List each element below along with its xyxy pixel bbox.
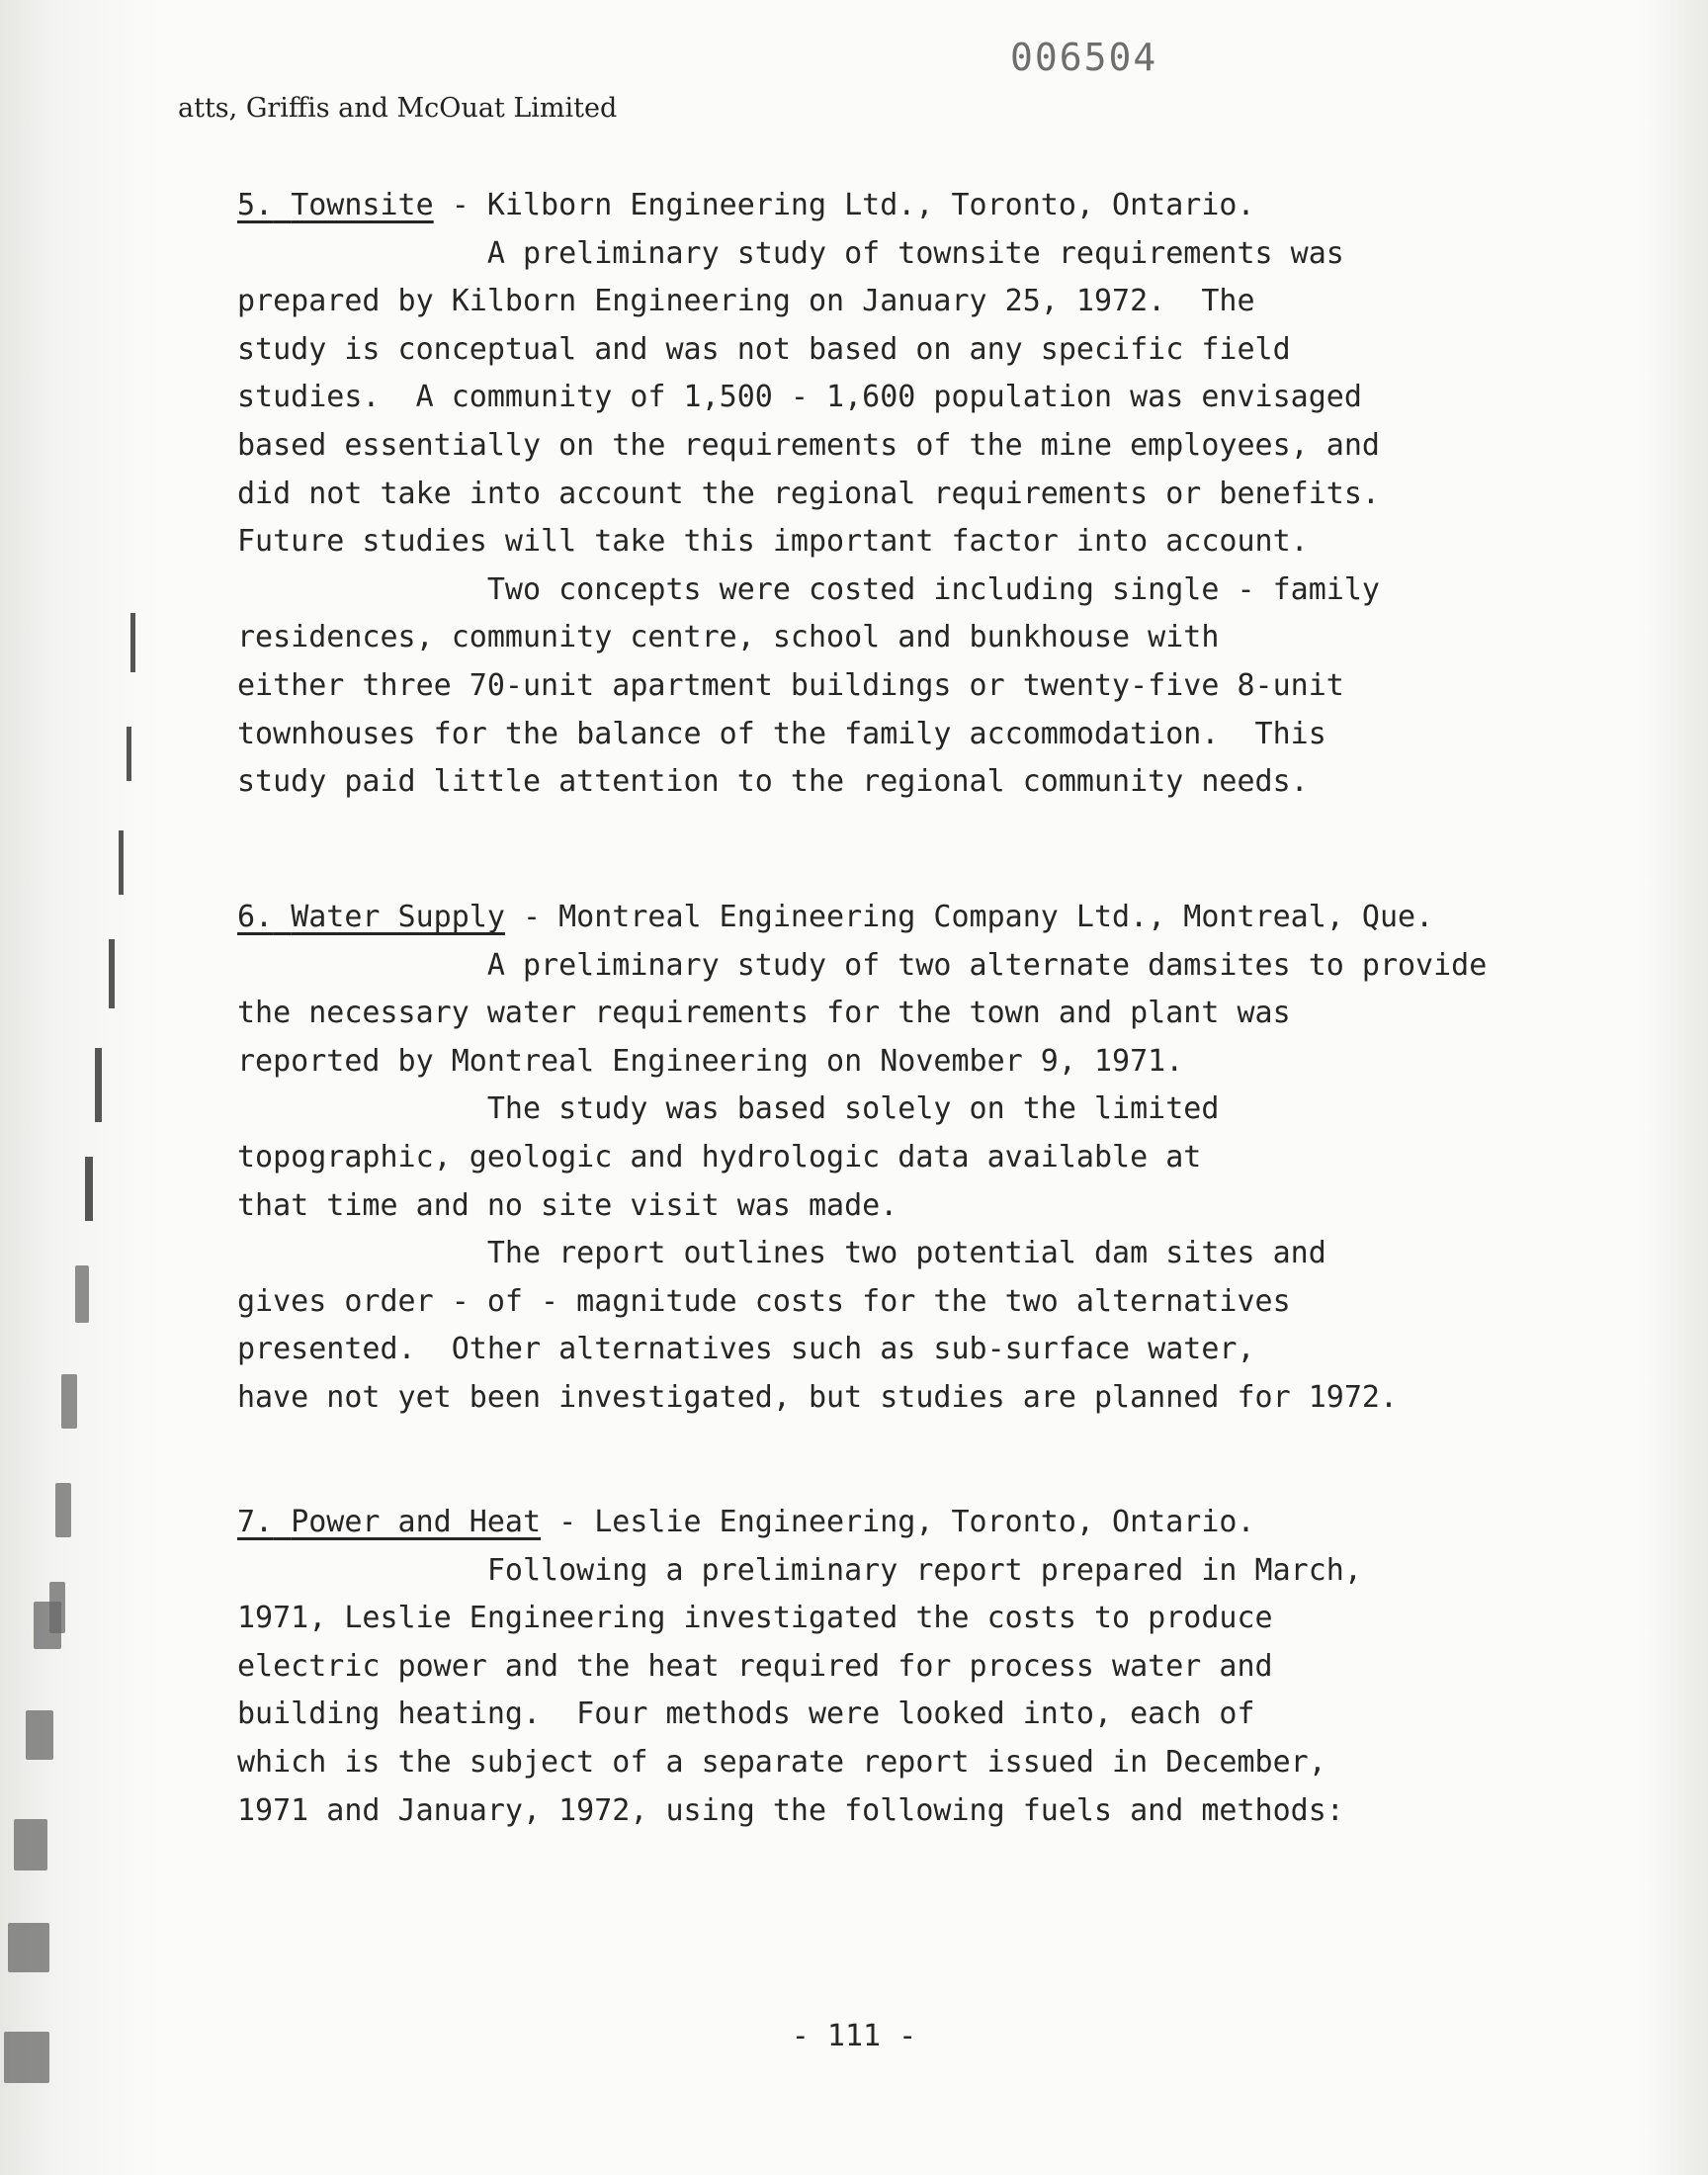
section-townsite [237,182,1581,807]
text-line: A preliminary study of townsite requirements was [237,235,1344,271]
section-heading [237,894,1581,942]
text-line: gives order - of - magnitude costs for the two alternatives [237,1283,1291,1319]
text-line: study is conceptual and was not based on any specific field [237,331,1291,367]
text-line: study paid little attention to the regional community needs. [237,764,1309,800]
text-line: did not take into account the regional requirements or benefits. [237,476,1380,511]
section-heading-rest: - Kilborn Engineering Ltd., Toronto, Ontario. [433,188,1255,222]
text-line: reported by Montreal Engineering on November 9, 1971. [237,1043,1184,1079]
section-title: Water Supply [291,900,505,934]
binding-hole [8,1923,49,1972]
binding-hole [55,1483,71,1537]
text-line: have not yet been investigated, but studies are planned for 1972. [237,1379,1398,1415]
binding-mark [109,939,115,1008]
text-line: 1971, Leslie Engineering investigated the costs to produce [237,1601,1273,1636]
text-line: electric power and the heat required for process water and [237,1648,1273,1684]
text-line: studies. A community of 1,500 - 1,600 population was envisaged [237,380,1362,415]
text-line: presented. Other alternatives such as sub-surface water, [237,1332,1255,1367]
section-number: 7. [237,1505,274,1539]
text-line: The study was based solely on the limited [237,1091,1220,1127]
section-heading-rest: - Leslie Engineering, Toronto, Ontario. [541,1505,1255,1539]
text-line: residences, community centre, school and bunkhouse with [237,620,1220,655]
binding-mark [85,1157,93,1221]
binding-mark [130,613,135,672]
section-heading [237,182,1581,230]
binding-mark [127,727,131,781]
section-heading-rest: - Montreal Engineering Company Ltd., Montreal, Que. [504,900,1434,934]
binding-hole [14,1819,47,1870]
text-line: based essentially on the requirements of the mine employees, and [237,427,1380,463]
binding-hole [61,1374,77,1429]
text-line: Two concepts were costed including single - family [237,571,1380,607]
section-title: Townsite [291,188,434,222]
text-line: building heating. Four methods were looked into, each of [237,1696,1255,1732]
text-line: A preliminary study of two alternate damsites to provide [237,947,1488,983]
document-number: 006504 [1010,36,1158,79]
text-line: topographic, geologic and hydrologic data available at [237,1139,1202,1174]
text-line: that time and no site visit was made. [237,1187,898,1223]
page-number: - 111 - [791,2019,917,2053]
text-line: either three 70-unit apartment buildings or twenty-five 8-unit [237,667,1344,703]
binding-edge [0,0,158,2175]
text-line: 1971 and January, 1972, using the following fuels and methods: [237,1792,1344,1828]
text-line: the necessary water requirements for the town and plant was [237,996,1291,1031]
binding-hole [34,1602,61,1649]
text-line: which is the subject of a separate report issued in December, [237,1744,1326,1780]
section-heading [237,1499,1581,1547]
text-line: townhouses for the balance of the family accommodation. This [237,716,1326,751]
binding-mark [95,1048,102,1122]
text-line: prepared by Kilborn Engineering on January 25, 1972. The [237,284,1255,319]
binding-hole [26,1710,53,1760]
text-line: The report outlines two potential dam sites and [237,1236,1326,1271]
section-number: 6. [237,900,274,934]
section-number: 5. [237,188,274,222]
section-power-and-heat [237,1499,1581,1835]
binding-hole [75,1265,89,1323]
binding-mark [119,830,124,895]
letterhead: atts, Griffis and McOuat Limited [178,93,618,124]
text-line: Following a preliminary report prepared in March, [237,1552,1362,1588]
text-line: Future studies will take this important factor into account. [237,524,1309,560]
section-title: Power and Heat [291,1505,542,1539]
section-water-supply [237,894,1581,1423]
